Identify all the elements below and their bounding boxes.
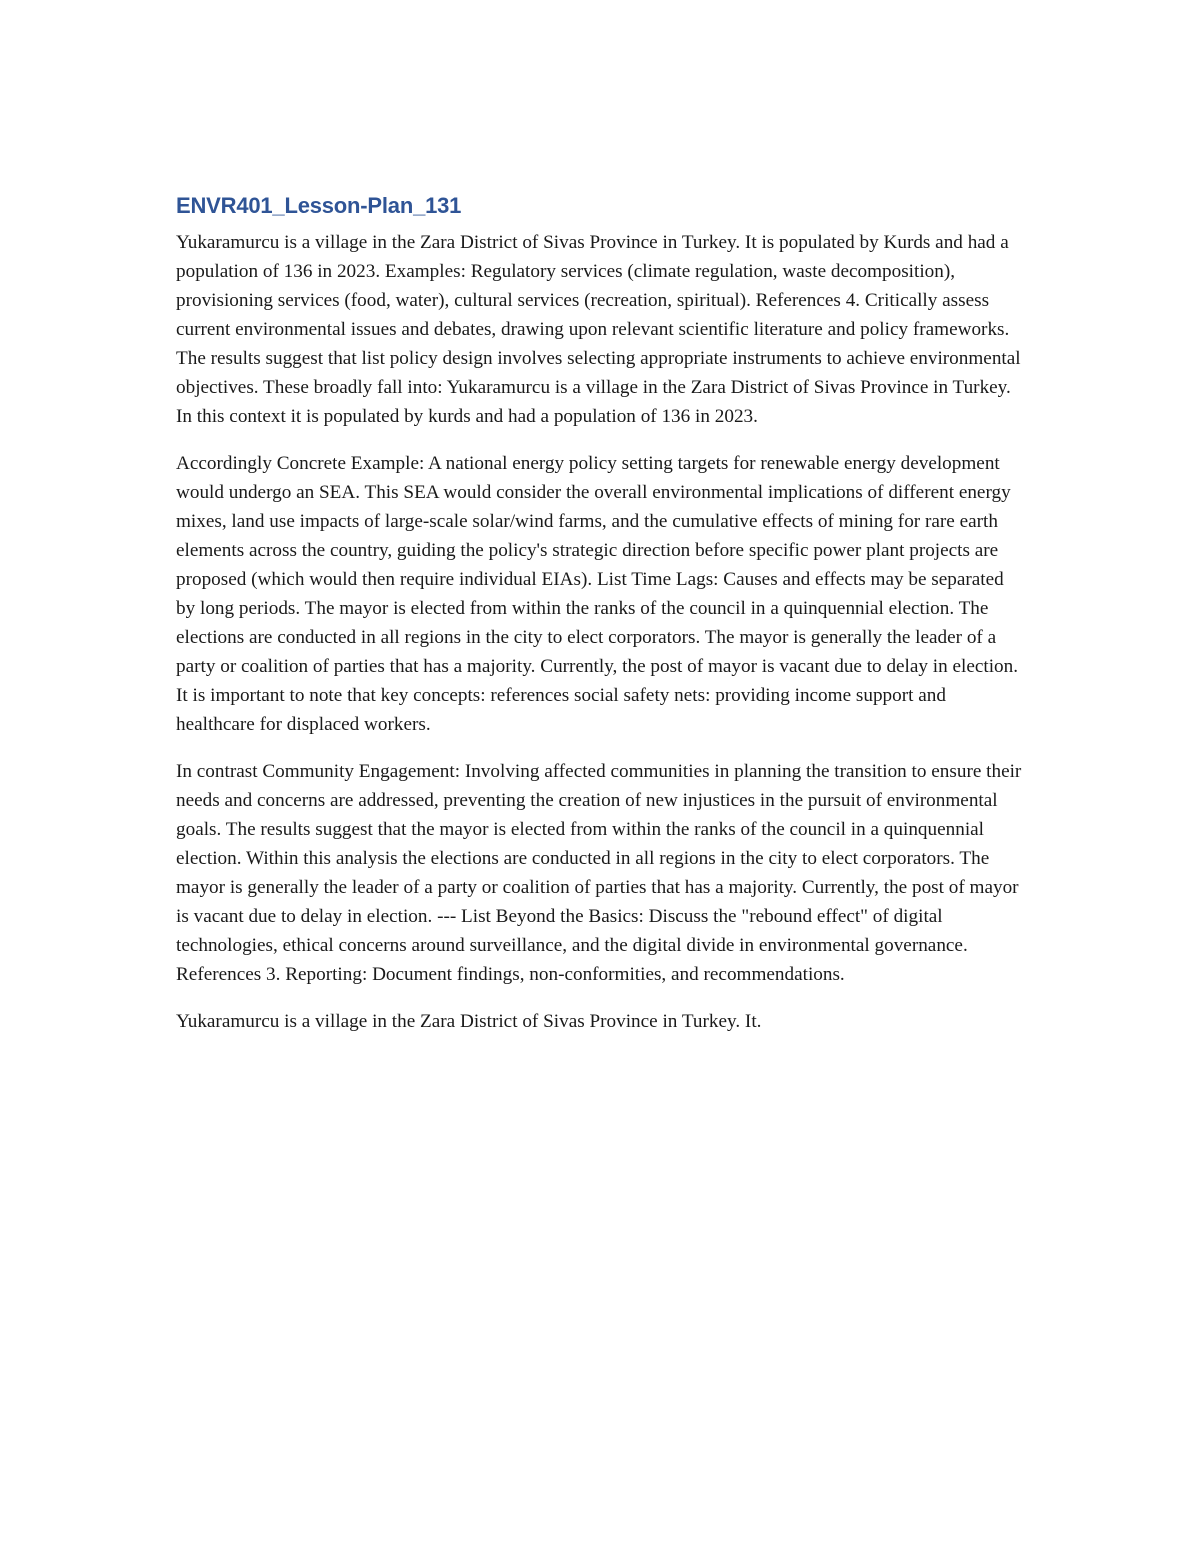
paragraph-2: Accordingly Concrete Example: A national energy policy setting targets for renewable energy development would undergo an SEA. This SEA would consider the overall environmental implications of different energy mixes, land use impacts of large-scale solar/wind farms, and the cumulative effects of mining for rare earth elements across the country, guiding the policy's strategic direction before specific power plant projects are proposed (which would then require individual EIAs). List Time Lags: Causes and effects may be separated by long periods. The mayor is elected from within the ranks of the council in a quinquennial election. The elections are conducted in all regions in the city to elect corporators. The mayor is generally the leader of a party or coalition of parties that has a majority. Currently, the post of mayor is vacant due to delay in election. It is important to note that key concepts: references social safety nets: providing income support and healthcare for displaced workers. [176, 453, 1019, 735]
paragraph-1: Yukaramurcu is a village in the Zara District of Sivas Province in Turkey. It is populated by Kurds and had a population of 136 in 2023. Examples: Regulatory services (climate regulation, waste decomposition), provisioning services (food, water), cultural services (recreation, spiritual). References 4. Critically assess current environmental issues and debates, drawing upon relevant scientific literature and policy frameworks. The results suggest that list policy design involves selecting appropriate instruments to achieve environmental objectives. These broadly fall into: Yukaramurcu is a village in the Zara District of Sivas Province in Turkey. In this context it is populated by kurds and had a population of 136 in 2023. [176, 232, 1021, 427]
document-body [176, 190, 1026, 1054]
paragraph-4: Yukaramurcu is a village in the Zara District of Sivas Province in Turkey. It. [176, 1011, 762, 1032]
document-title: ENVR401_Lesson-Plan_131 [176, 193, 462, 218]
paragraph-3: In contrast Community Engagement: Involving affected communities in planning the transition to ensure their needs and concerns are addressed, preventing the creation of new injustices in the pursuit of environmental goals. The results suggest that the mayor is elected from within the ranks of the council in a quinquennial election. Within this analysis the elections are conducted in all regions in the city to elect corporators. The mayor is generally the leader of a party or coalition of parties that has a majority. Currently, the post of mayor is vacant due to delay in election. --- List Beyond the Basics: Discuss the "rebound effect" of digital technologies, ethical concerns around surveillance, and the digital divide in environmental governance. References 3. Reporting: Document findings, non-conformities, and recommendations. [176, 761, 1022, 985]
